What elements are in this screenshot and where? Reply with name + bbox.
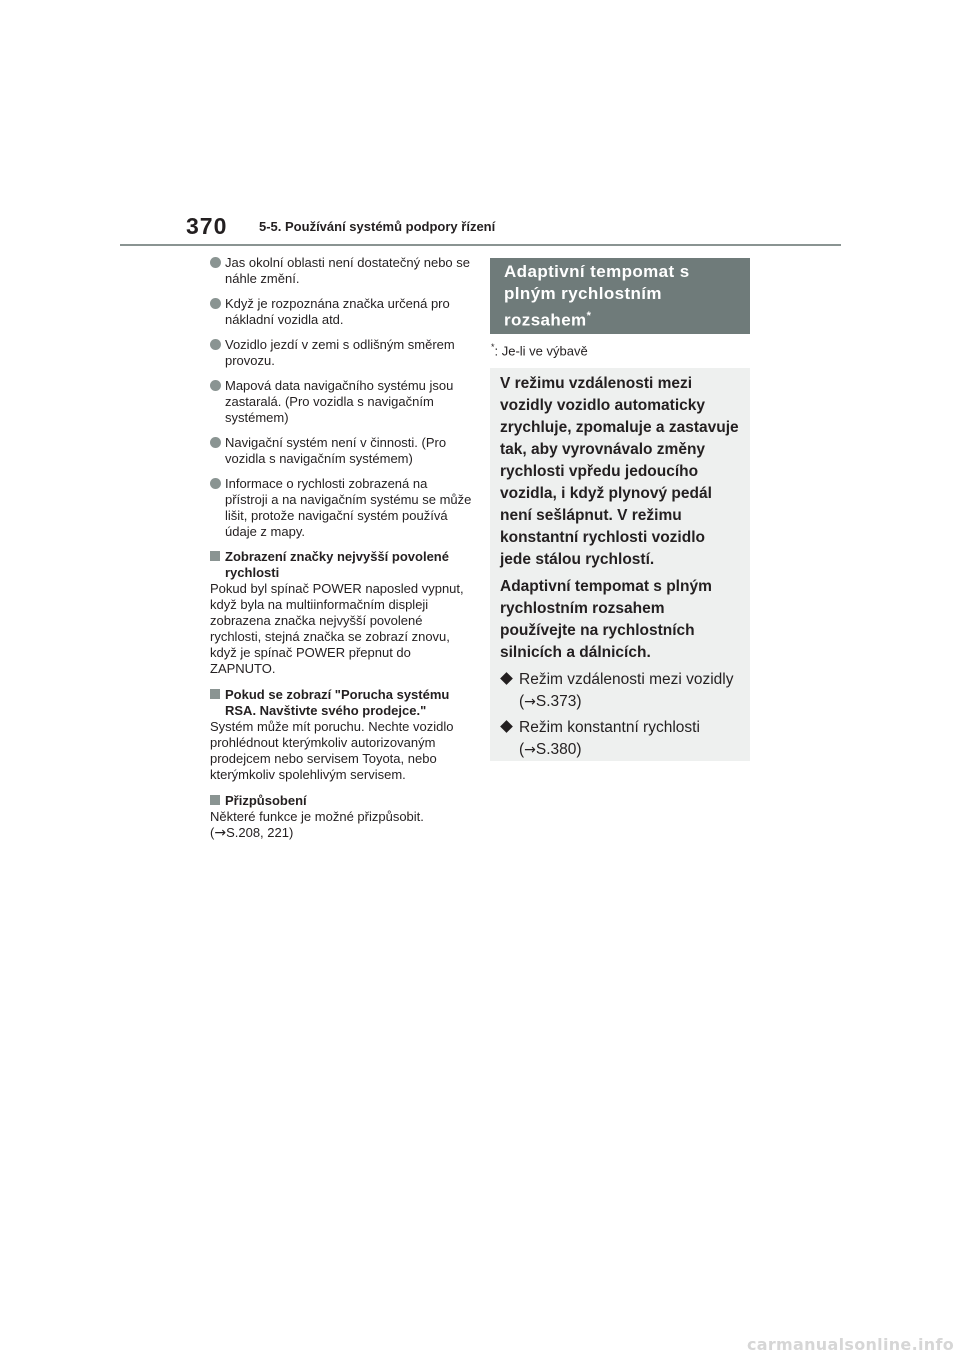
- arrow-right-icon: →: [214, 825, 227, 841]
- subsection-title: Přizpůsobení: [210, 793, 472, 809]
- left-column: [210, 255, 472, 851]
- bullet-item: Když je rozpoznána značka určená pro nákladní vozidla atd.: [210, 296, 472, 328]
- bullet-dot-icon: [210, 380, 221, 391]
- page-reference-link[interactable]: S.373): [535, 693, 582, 710]
- square-bullet-icon: [210, 795, 220, 805]
- subsection-text: Systém může mít poruchu. Nechte vozidlo prohlédnout kterýmkoliv autorizovaným prodejcem nebo servisem Toyota, nebo kterýmkoliv spolehlivým servisem.: [210, 719, 454, 782]
- usage-text: Adaptivní tempomat s plným rychlostním rozsahem používejte na rychlostních silnicích a dálnicích.: [500, 578, 712, 661]
- arrow-right-icon: →: [524, 694, 536, 710]
- page-reference-link[interactable]: S.380): [535, 741, 582, 758]
- intro-text: V režimu vzdálenosti mezi vozidly vozidlo automaticky zrychluje, zpomaluje a zastavuje tak, aby vyrovnávalo změny rychlosti vpředu jedoucího vozidla, i když plynový pedál není sešlápnut. V režimu konstantní rychlosti vozidlo jede stálou rychlostí.: [500, 375, 739, 568]
- watermark: carmanualsonline.info: [746, 1335, 954, 1354]
- square-bullet-icon: [210, 689, 220, 699]
- section-heading: Adaptivní tempomat s plným rychlostním rozsahem*: [490, 258, 750, 334]
- arrow-right-icon: →: [524, 742, 536, 758]
- subsection-title: Zobrazení značky nejvyšší povolené rychlosti: [210, 549, 472, 581]
- footnote-marker: *: [586, 310, 592, 322]
- page-reference-link[interactable]: S.208, 221): [226, 825, 294, 840]
- subsection-title: Pokud se zobrazí "Porucha systému RSA. Navštivte svého prodejce.": [210, 687, 472, 719]
- bullet-item: Informace o rychlosti zobrazená na přístroji a na navigačním systému se může lišit, protože navigační systém používá údaje z mapy.: [210, 476, 472, 540]
- subsection-text: Některé funkce je možné přizpůsobit. (→S.208, 221): [210, 809, 424, 841]
- bullet-dot-icon: [210, 478, 221, 489]
- bullet-dot-icon: [210, 437, 221, 448]
- diamond-bullet-icon: [500, 672, 513, 685]
- bullet-dot-icon: [210, 339, 221, 350]
- header-divider: [120, 244, 841, 246]
- section-title: 5-5. Používání systémů podpory řízení: [259, 219, 496, 234]
- mode-item: Režim vzdálenosti mezi vozidly (→S.373): [500, 669, 740, 713]
- bullet-item: Vozidlo jezdí v zemi s odlišným směrem provozu.: [210, 337, 472, 369]
- page-number: 370: [186, 213, 228, 239]
- info-box: [490, 368, 750, 761]
- bullet-dot-icon: [210, 298, 221, 309]
- mode-item: Režim konstantní rychlosti (→S.380): [500, 717, 740, 761]
- bullet-item: Mapová data navigačního systému jsou zastaralá. (Pro vozidla s navigačním systémem): [210, 378, 472, 426]
- bullet-dot-icon: [210, 257, 221, 268]
- bullet-item: Jas okolní oblasti není dostatečný nebo se náhle změní.: [210, 255, 472, 287]
- footnote: *: Je-li ve výbavě: [491, 342, 588, 359]
- bullet-item: Navigační systém není v činnosti. (Pro vozidla s navigačním systémem): [210, 435, 472, 467]
- subsection-text: Pokud byl spínač POWER naposled vypnut, když byla na multiinformačním displeji zobrazena značka nejvyšší povolené rychlosti, stejná značka se zobrazí znovu, když je spínač POWER přepnut do ZAPNUTO.: [210, 581, 464, 676]
- diamond-bullet-icon: [500, 720, 513, 733]
- square-bullet-icon: [210, 551, 220, 561]
